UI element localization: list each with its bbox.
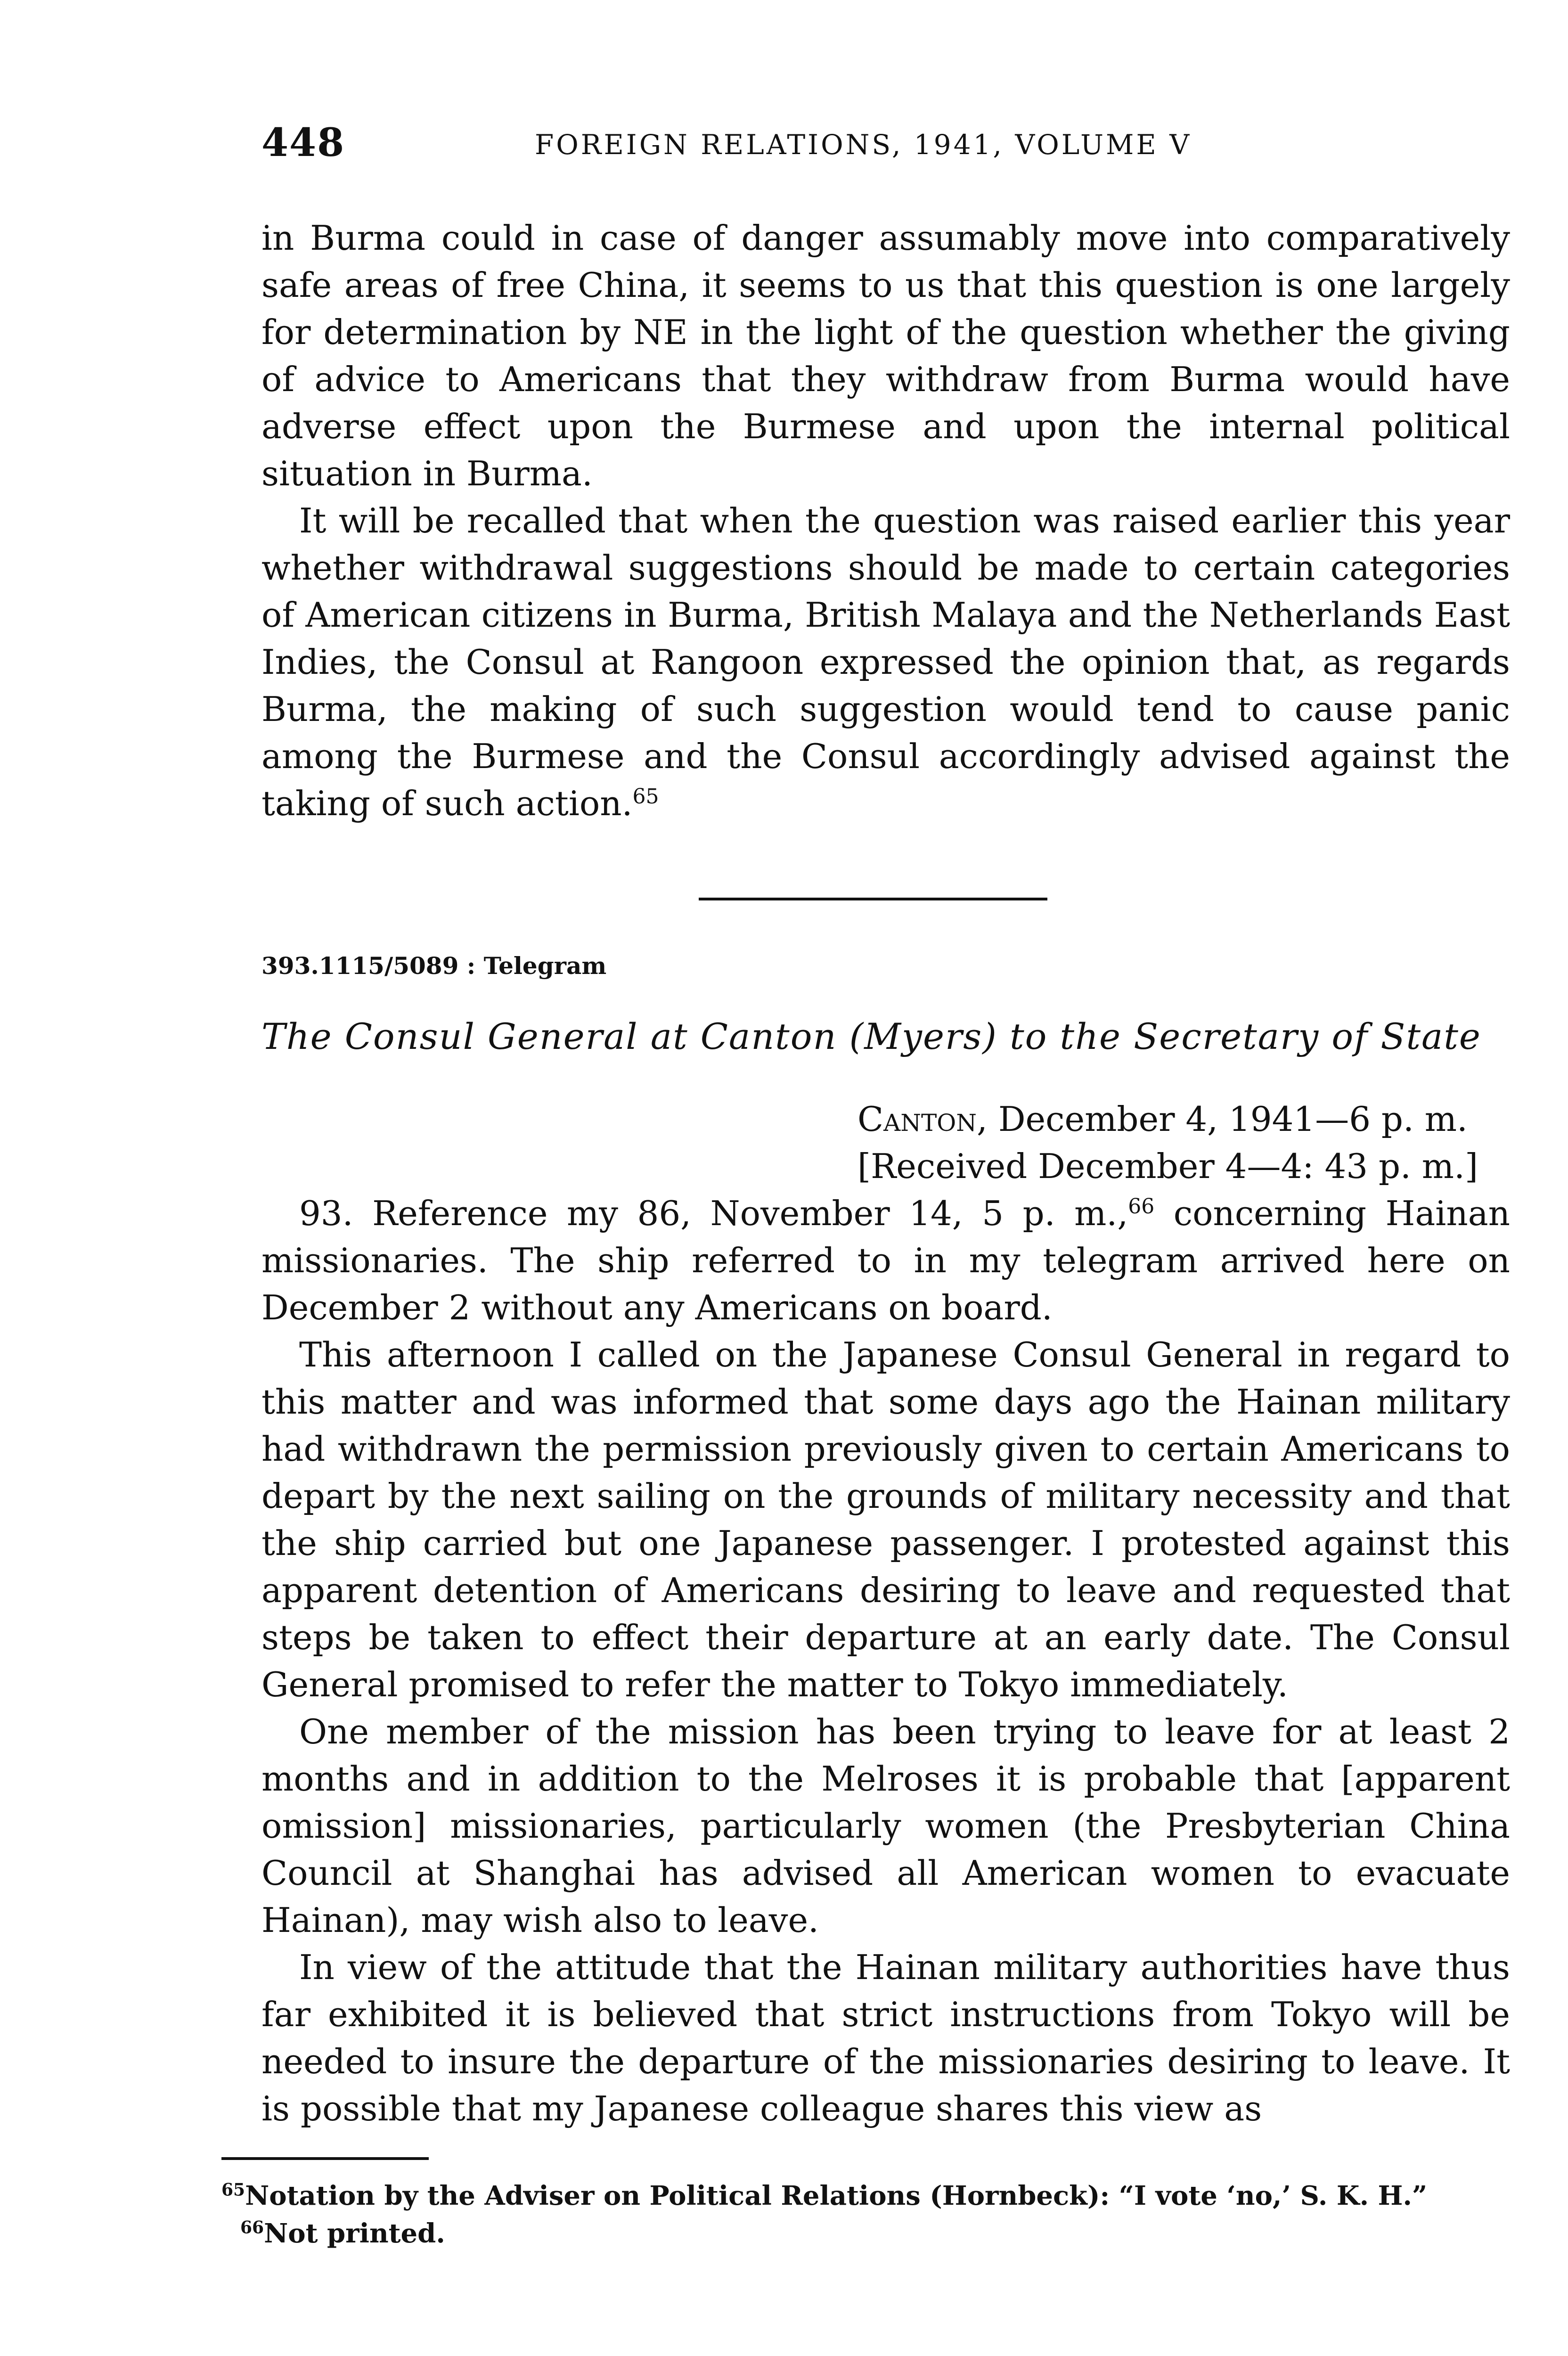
footnote-divider — [221, 2157, 429, 2160]
dateline — [858, 1096, 1517, 1190]
paragraph: This afternoon I called on the Japanese Consul General in regard to this matter and was informed that some days ago the Hainan military had withdrawn the permission previously given to certain Americans to depart by the next sailing on the grounds of military necessity and that the ship carried but one Japanese passenger. I protested against this apparent detention of Americans desiring to leave and requested that steps be taken to effect their departure at an early date. The Consul General promised to refer the matter to Tokyo immediately. — [261, 1335, 1510, 1704]
footnote-mark: 65 — [221, 2180, 245, 2200]
paragraph-text: 93. Reference my 86, November 14, 5 p. m., — [299, 1194, 1128, 1233]
footnote-reference: 66 — [1128, 1194, 1155, 1219]
dateline-place: Canton, — [858, 1099, 988, 1139]
paragraph-text: It will be recalled that when the question was raised earlier this year whether withdrawal suggestions should be made to certain categories of American citizens in Burma, British Malaya and the Netherlands East Indies, the Consul at Rangoon expressed the opinion that, as regards Burma, the making of such suggestion would tend to cause panic among the Burmese and the Consul accordingly advised against the taking of such action. — [261, 501, 1510, 823]
paragraph: in Burma could in case of danger assumably move into comparatively safe areas of free China, it seems to us that this question is one largely for determination by NE in the light of the question whether the giving of advice to Americans that they withdraw from Burma would have adverse effect upon the Burmese and upon the internal political situation in Burma. — [261, 218, 1510, 493]
paragraph-text: concerning Hainan missionaries. The ship referred to in my telegram arrived here on December 2 without any Americans on board. — [261, 1194, 1511, 1327]
dateline-date: December 4, 1941—6 p. m. — [987, 1099, 1468, 1139]
footnote — [221, 2177, 1494, 2215]
document-title: The Consul General at Canton (Myers) to the Secretary of State — [261, 1015, 1481, 1057]
footnote-text: Not printed. — [264, 2218, 445, 2249]
footnote-text: Notation by the Adviser on Political Relations (Hornbeck): “I vote ‘no,’ S. K. H.” — [245, 2180, 1428, 2211]
footnote-mark: 66 — [240, 2217, 264, 2238]
received-line: [Received December 4—4: 43 p. m.] — [858, 1146, 1478, 1186]
running-head: FOREIGN RELATIONS, 1941, VOLUME V — [535, 129, 1192, 161]
paragraph: In view of the attitude that the Hainan military authorities have thus far exhibited it is believed that strict instructions from Tokyo will be needed to insure the departure of the missionaries desiring to leave. It is possible that my Japanese colleague shares this view as — [261, 1947, 1510, 2128]
footnotes — [221, 2177, 1494, 2252]
telegram-body — [261, 1190, 1510, 2132]
page-number: 448 — [261, 120, 345, 165]
paragraph — [261, 1190, 1510, 1331]
footnote-reference: 65 — [632, 785, 659, 809]
previous-document-text — [261, 214, 1510, 827]
page-header — [261, 120, 1392, 172]
section-divider — [699, 898, 1047, 900]
paragraph — [261, 497, 1510, 827]
footnote — [221, 2215, 1494, 2252]
file-number: 393.1115/5089 : Telegram — [261, 952, 607, 980]
paragraph: One member of the mission has been trying to leave for at least 2 months and in addition to the Melroses it is probable that [apparent omission] missionaries, particularly women (the Presbyterian China Council at Shanghai has advised all American women to evacuate Hainan), may wish also to leave. — [261, 1712, 1510, 1940]
